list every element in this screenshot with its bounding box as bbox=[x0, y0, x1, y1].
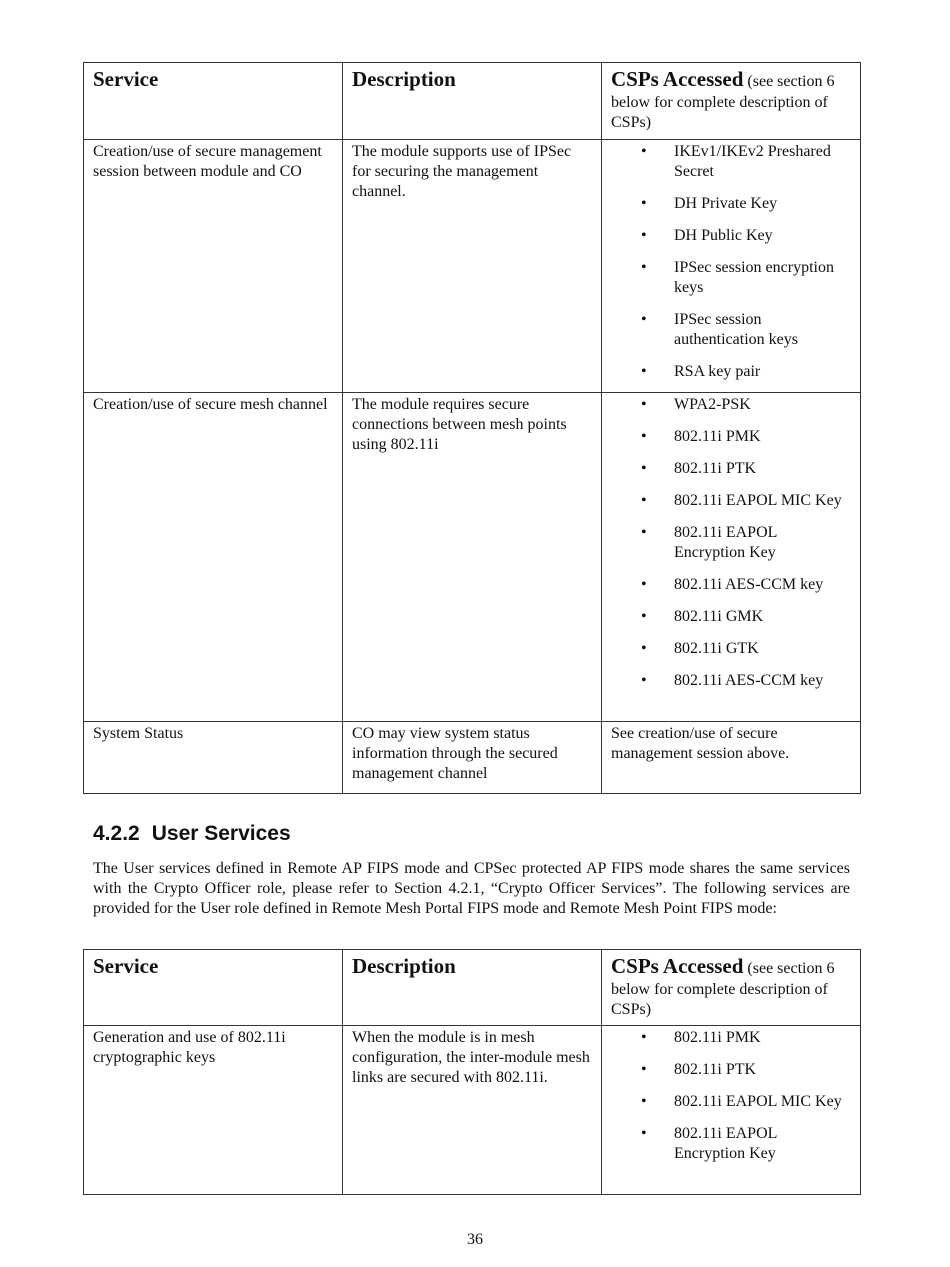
csp-item: • 802.11i PTK bbox=[611, 1060, 851, 1080]
header-description: Description bbox=[343, 950, 602, 1026]
header-service: Service bbox=[84, 950, 343, 1026]
table-row bbox=[84, 140, 861, 393]
service-cell: Creation/use of secure mesh channel bbox=[84, 393, 343, 722]
header-description: Description bbox=[343, 63, 602, 140]
csp-item: • 802.11i AES-CCM key bbox=[611, 671, 851, 691]
csps-cell bbox=[602, 140, 861, 393]
csp-list bbox=[611, 395, 851, 691]
csps-cell bbox=[602, 393, 861, 722]
table-row bbox=[84, 722, 861, 794]
table-row bbox=[84, 1026, 861, 1195]
csp-item: • 802.11i EAPOL Encryption Key bbox=[611, 523, 851, 563]
description-cell: When the module is in mesh configuration, the inter-module mesh links are secured with 802.11i. bbox=[343, 1026, 602, 1195]
header-service: Service bbox=[84, 63, 343, 140]
csp-item: • IKEv1/IKEv2 Preshared Secret bbox=[611, 142, 851, 182]
csps-cell bbox=[602, 1026, 861, 1195]
section-paragraph: The User services defined in Remote AP FIPS mode and CPSec protected AP FIPS mode shares the same services with the Crypto Officer role, please refer to Section 4.2.1, “Crypto Officer Services”. The following services are provided for the User role defined in Remote Mesh Portal FIPS mode and Remote Mesh Point FIPS mode: bbox=[93, 860, 850, 917]
service-cell: System Status bbox=[84, 722, 343, 794]
csp-item: • WPA2-PSK bbox=[611, 395, 851, 415]
csp-item: • 802.11i EAPOL Encryption Key bbox=[611, 1124, 851, 1164]
section-number: 4.2.2 bbox=[93, 822, 140, 845]
csp-item: • 802.11i AES-CCM key bbox=[611, 575, 851, 595]
description-cell: CO may view system status information through the secured management channel bbox=[343, 722, 602, 794]
header-csps: CSPs Accessed (see section 6 below for complete description of CSPs) bbox=[602, 950, 861, 1026]
csps-cell: See creation/use of secure management session above. bbox=[602, 722, 861, 794]
csp-item: • IPSec session encryption keys bbox=[611, 258, 851, 298]
section-title: User Services bbox=[151, 822, 291, 845]
user-services-table bbox=[83, 949, 861, 1195]
header-csps: CSPs Accessed (see section 6 below for complete description of CSPs) bbox=[602, 63, 861, 140]
csp-item: • DH Public Key bbox=[611, 226, 851, 246]
description-cell: The module supports use of IPSec for securing the management channel. bbox=[343, 140, 602, 393]
csp-item: • 802.11i PTK bbox=[611, 459, 851, 479]
csp-list bbox=[611, 142, 851, 382]
table-header-row bbox=[84, 63, 861, 140]
csp-item: • 802.11i GTK bbox=[611, 639, 851, 659]
page-number: 36 bbox=[467, 1231, 483, 1248]
table-header-row bbox=[84, 950, 861, 1026]
csp-list bbox=[611, 1028, 851, 1164]
section-heading bbox=[93, 822, 291, 846]
csp-item: • 802.11i PMK bbox=[611, 1028, 851, 1048]
service-cell: Generation and use of 802.11i cryptographic keys bbox=[84, 1026, 343, 1195]
crypto-officer-services-table bbox=[83, 62, 861, 794]
csp-item: • DH Private Key bbox=[611, 194, 851, 214]
csp-item: • 802.11i PMK bbox=[611, 427, 851, 447]
csp-item: • RSA key pair bbox=[611, 362, 851, 382]
description-cell: The module requires secure connections between mesh points using 802.11i bbox=[343, 393, 602, 722]
csp-item: • 802.11i EAPOL MIC Key bbox=[611, 1092, 851, 1112]
csp-item: • 802.11i GMK bbox=[611, 607, 851, 627]
table-row bbox=[84, 393, 861, 722]
service-cell: Creation/use of secure management session between module and CO bbox=[84, 140, 343, 393]
csp-item: • 802.11i EAPOL MIC Key bbox=[611, 491, 851, 511]
csp-item: • IPSec session authentication keys bbox=[611, 310, 851, 350]
